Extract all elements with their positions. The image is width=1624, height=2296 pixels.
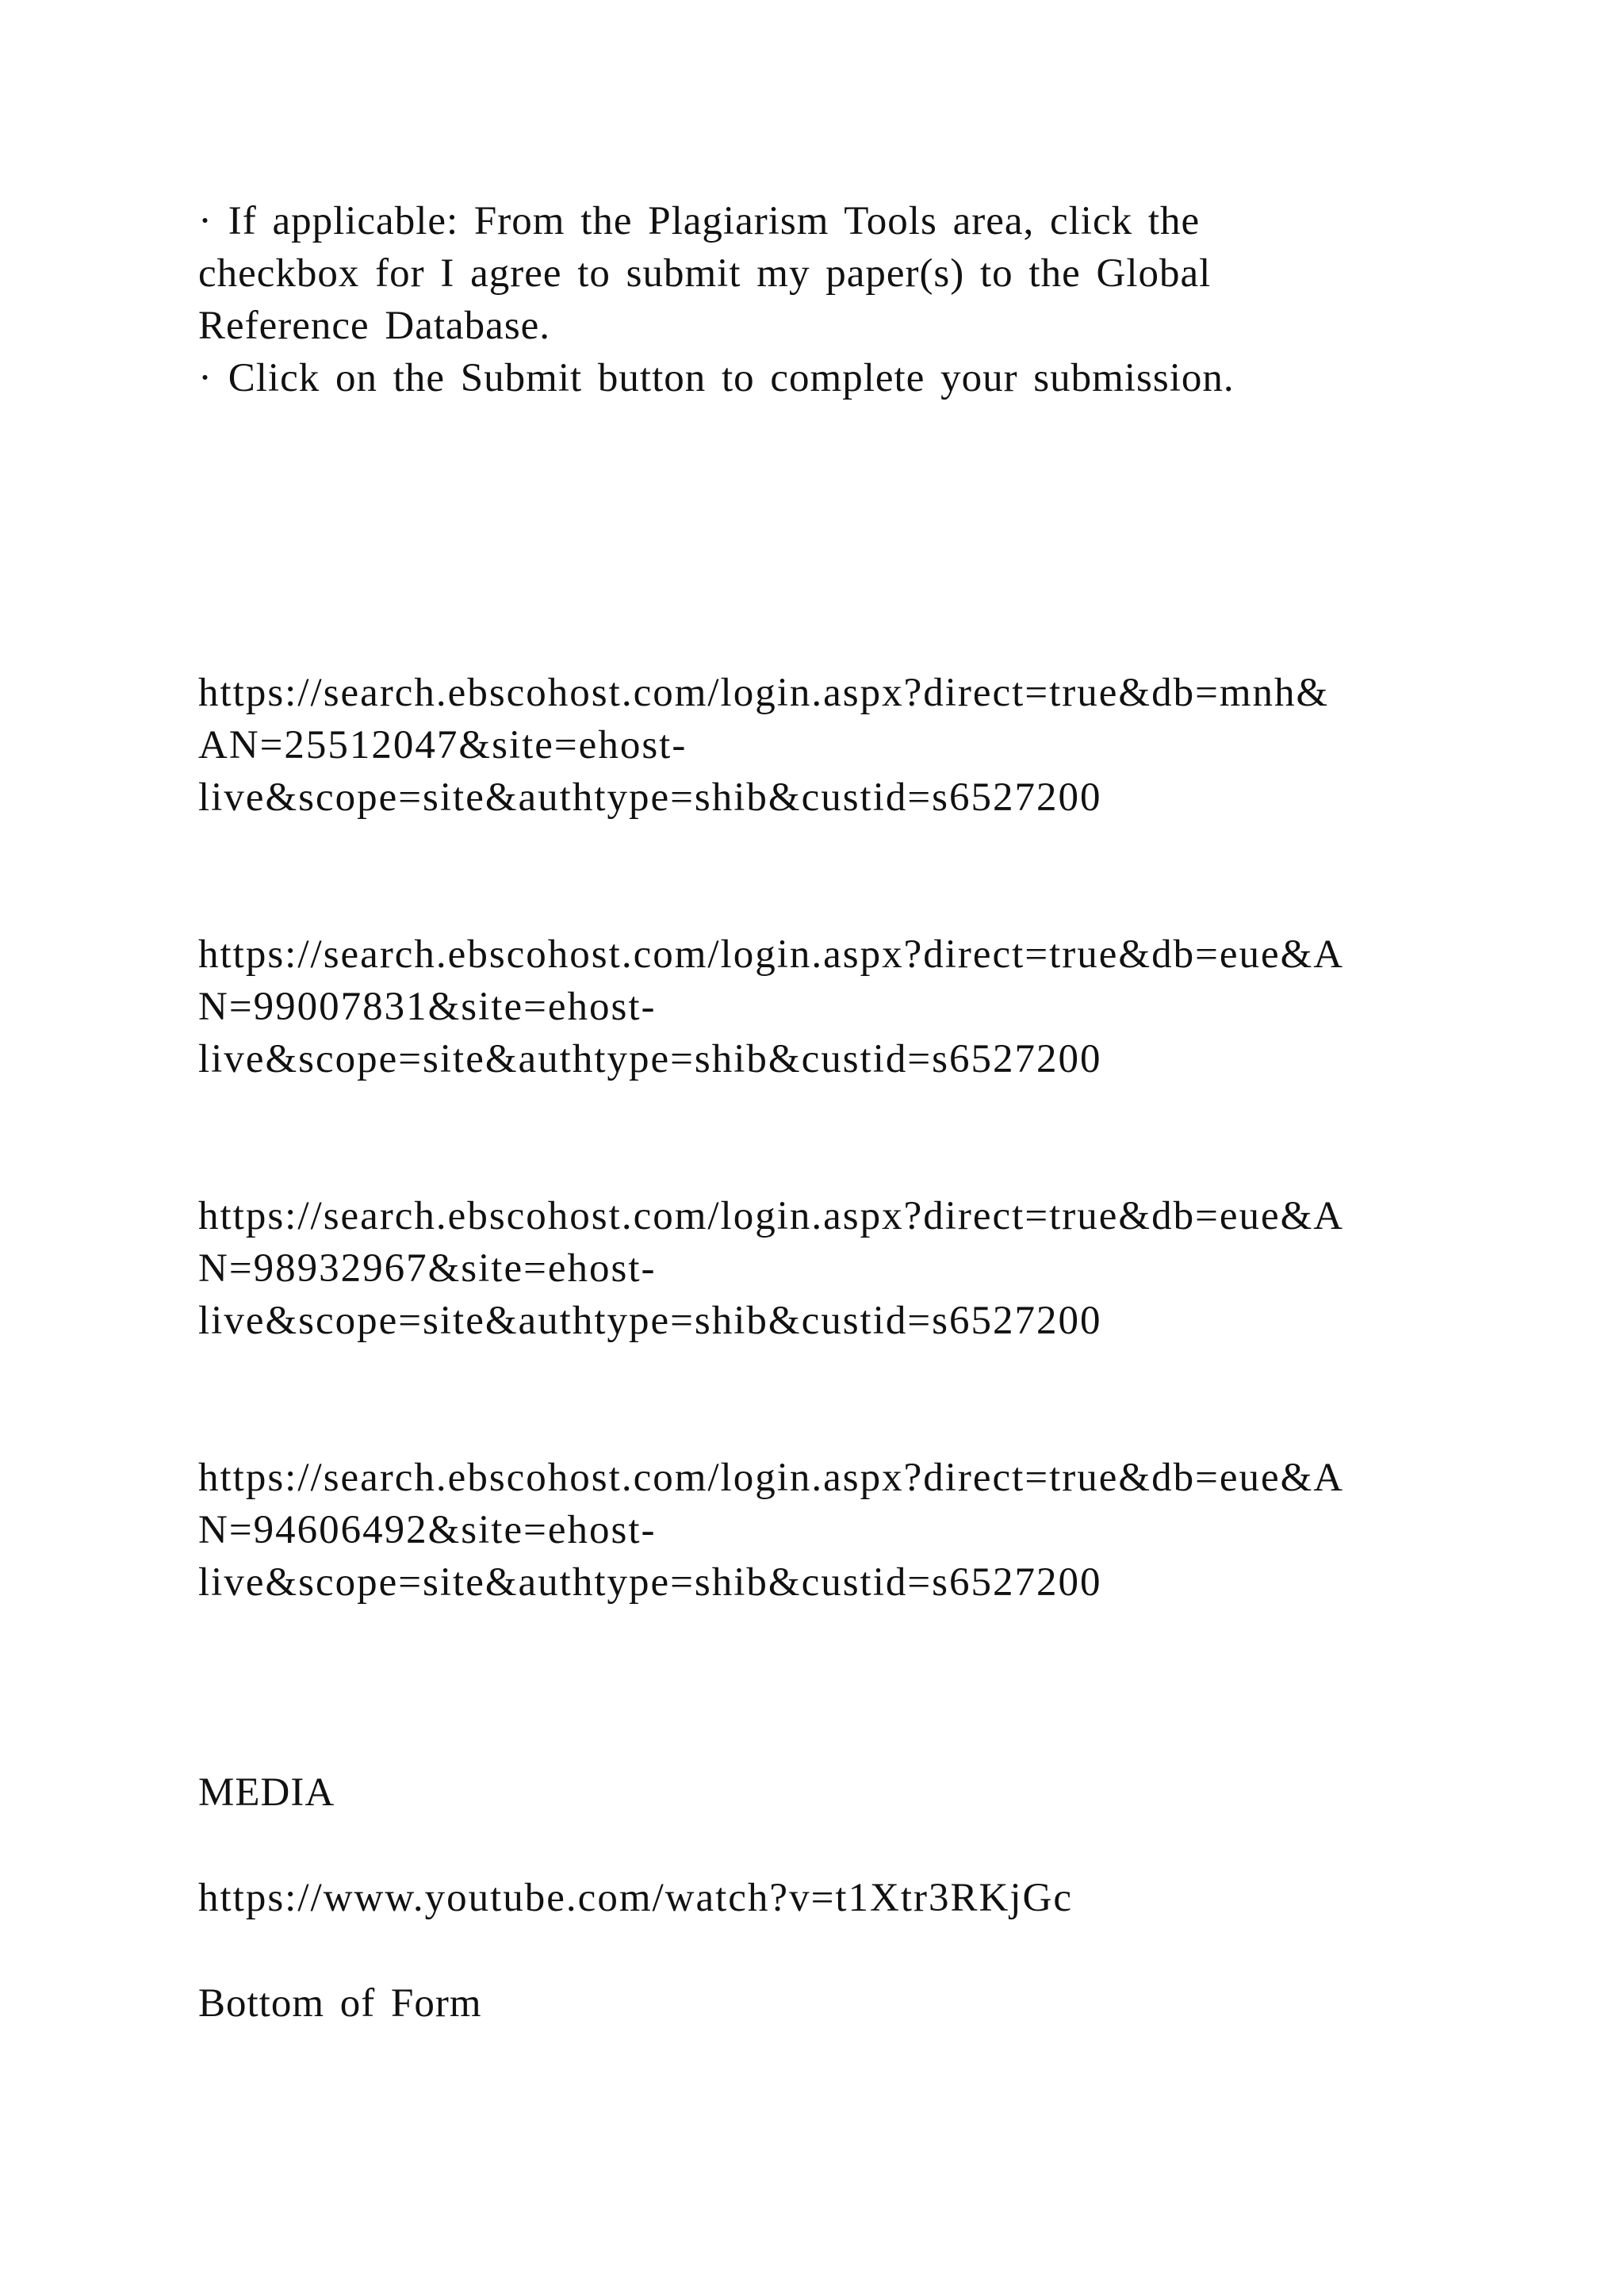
media-heading: MEDIA bbox=[198, 1770, 335, 1815]
instruction-line: Reference Database. bbox=[198, 304, 551, 348]
reference-link-3-line[interactable]: N=98932967&site=ehost- bbox=[198, 1246, 657, 1291]
reference-link-3-line[interactable]: https://search.ebscohost.com/login.aspx?direct=true&db=eue&A bbox=[198, 1194, 1345, 1238]
reference-link-3-line[interactable]: live&scope=site&authtype=shib&custid=s6527200 bbox=[198, 1299, 1102, 1343]
bottom-of-form-label: Bottom of Form bbox=[198, 1981, 482, 2026]
instruction-line: checkbox for I agree to submit my paper(s) to the Global bbox=[198, 251, 1212, 296]
reference-link-4-line[interactable]: live&scope=site&authtype=shib&custid=s6527200 bbox=[198, 1560, 1102, 1605]
media-link[interactable]: https://www.youtube.com/watch?v=t1Xtr3RKjGc bbox=[198, 1876, 1073, 1920]
reference-link-1-line[interactable]: live&scope=site&authtype=shib&custid=s6527200 bbox=[198, 775, 1102, 820]
reference-link-1-line[interactable]: AN=25512047&site=ehost- bbox=[198, 723, 688, 767]
instruction-line: · If applicable: From the Plagiarism Tools area, click the bbox=[198, 199, 1201, 243]
reference-link-4-line[interactable]: N=94606492&site=ehost- bbox=[198, 1508, 657, 1552]
reference-link-4-line[interactable]: https://search.ebscohost.com/login.aspx?direct=true&db=eue&A bbox=[198, 1456, 1345, 1500]
instruction-line: · Click on the Submit button to complete your submission. bbox=[198, 356, 1235, 400]
reference-link-2-line[interactable]: live&scope=site&authtype=shib&custid=s6527200 bbox=[198, 1037, 1102, 1081]
reference-link-1-line[interactable]: https://search.ebscohost.com/login.aspx?direct=true&db=mnh& bbox=[198, 671, 1330, 715]
reference-link-2-line[interactable]: https://search.ebscohost.com/login.aspx?direct=true&db=eue&A bbox=[198, 932, 1345, 977]
reference-link-2-line[interactable]: N=99007831&site=ehost- bbox=[198, 985, 657, 1029]
